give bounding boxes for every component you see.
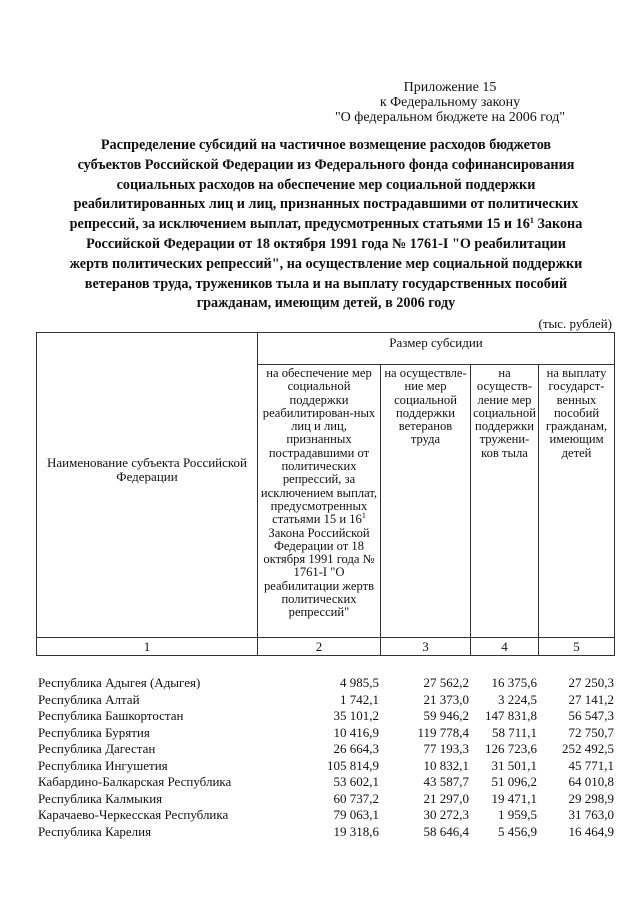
- value-home-front-workers: 58 711,1: [491, 724, 537, 740]
- region-name: Республика Алтай: [38, 691, 140, 707]
- value-child-benefits: 16 464,9: [568, 823, 614, 839]
- value-home-front-workers: 5 456,9: [498, 823, 537, 839]
- value-rehabilitated: 53 602,1: [333, 774, 379, 789]
- value-labor-veterans: 30 272,3: [423, 807, 469, 822]
- value-child-benefits: 31 763,0: [568, 807, 614, 822]
- title-line: жертв политических репрессий", на осуществление мер социальной поддержки: [69, 255, 583, 272]
- value-child-benefits: 64 010,8: [568, 774, 614, 789]
- value-home-front-workers: 16 375,6: [491, 675, 537, 690]
- appendix-law-ref: к Федеральному закону: [379, 95, 521, 110]
- value-rehabilitated: 26 664,3: [333, 741, 379, 756]
- units-label: (тыс. рублей): [538, 316, 612, 331]
- title-line: социальных расходов на обеспечение мер социальной поддержки: [116, 176, 536, 193]
- value-rehabilitated: 19 318,6: [333, 823, 379, 839]
- value-labor-veterans: 43 587,7: [423, 774, 469, 789]
- value-rehabilitated: 105 814,9: [327, 757, 379, 773]
- value-labor-veterans: 10 832,1: [423, 757, 469, 773]
- column-number: 4: [471, 638, 539, 656]
- value-labor-veterans: 21 297,0: [423, 790, 469, 806]
- region-name: Кабардино-Балкарская Республика: [38, 774, 232, 789]
- value-child-benefits: 56 547,3: [568, 708, 614, 723]
- value-labor-veterans: 58 646,4: [423, 823, 469, 839]
- value-labor-veterans: 59 946,2: [423, 708, 469, 723]
- value-child-benefits: 45 771,1: [568, 757, 614, 773]
- region-name: Республика Бурятия: [38, 724, 150, 740]
- region-name: Республика Адыгея (Адыгея): [38, 675, 201, 690]
- title-line: гражданам, имеющим детей, в 2006 году: [196, 295, 456, 312]
- value-labor-veterans: 77 193,3: [423, 741, 469, 756]
- title-line: [36, 215, 616, 235]
- header-region-name: Наименование субъекта Российской Федерации: [37, 333, 258, 638]
- value-home-front-workers: 19 471,1: [491, 790, 537, 806]
- table-row: [38, 708, 616, 725]
- column-number: 1: [37, 638, 258, 656]
- table-row: [38, 725, 616, 742]
- appendix-law-title: "О федеральном бюджете на 2006 год": [334, 110, 566, 125]
- region-name: Карачаево-Черкесская Республика: [38, 807, 229, 822]
- title-line: Распределение субсидий на частичное возмещение расходов бюджетов: [100, 137, 552, 153]
- title-line: реабилитированных лиц и лиц, признанных пострадавшими от политических: [73, 196, 579, 213]
- value-rehabilitated: 35 101,2: [333, 708, 379, 723]
- value-rehabilitated: 60 737,2: [333, 790, 379, 806]
- column-number: 2: [258, 638, 381, 656]
- superscript: 1: [529, 216, 534, 226]
- column-numbers-row: [37, 638, 615, 656]
- region-name: Республика Ингушетия: [38, 757, 168, 773]
- region-name: Республика Карелия: [38, 823, 152, 839]
- title-text: репрессий, за исключением выплат, предусмотренных статьями 15 и 16: [69, 216, 530, 233]
- header-subsidy-size: Размер субсидии: [258, 333, 615, 365]
- table-row: [38, 791, 616, 808]
- value-rehabilitated: 1 742,1: [340, 691, 379, 707]
- value-child-benefits: 27 250,3: [568, 675, 614, 690]
- value-child-benefits: 72 750,7: [568, 724, 614, 740]
- title-line: субъектов Российской Федерации из Федерального фонда софинансирования: [77, 156, 575, 173]
- table-row: [38, 824, 616, 841]
- value-child-benefits: 27 141,2: [568, 691, 614, 707]
- table-row: [38, 758, 616, 775]
- table-row: [38, 807, 616, 824]
- header-col-child-benefits: на выплату государст-венных пособий гражданам, имеющим детей: [539, 365, 615, 638]
- appendix-reference: [300, 80, 600, 125]
- value-home-front-workers: 31 501,1: [491, 757, 537, 773]
- header-text: на обеспечение мер социальной поддержки реабилитирован-ных лиц и лиц, признанных пострадавшими от политических репрессий, за исключением выплат, предусмотренных статьями 15 и 16: [260, 366, 378, 527]
- appendix-number: Приложение 15: [403, 80, 497, 95]
- value-labor-veterans: 119 778,4: [417, 724, 469, 740]
- header-col-labor-veterans: на осуществле-ние мер социальной поддержки ветеранов труда: [381, 365, 471, 638]
- value-labor-veterans: 27 562,2: [423, 675, 469, 690]
- value-home-front-workers: 1 959,5: [498, 807, 537, 822]
- table-header: [36, 332, 615, 656]
- table-row: [38, 774, 616, 791]
- value-labor-veterans: 21 373,0: [423, 691, 469, 707]
- header-col-home-front-workers: на осуществ-ление мер социальной поддержки тружени-ков тыла: [471, 365, 539, 638]
- table-row: [38, 675, 616, 692]
- document-title: [36, 136, 616, 314]
- column-number: 3: [381, 638, 471, 656]
- title-line: ветеранов труда, тружеников тыла и на выплату государственных пособий: [84, 275, 568, 292]
- value-rehabilitated: 4 985,5: [340, 675, 379, 690]
- region-name: Республика Калмыкия: [38, 790, 163, 806]
- superscript: 1: [361, 511, 366, 521]
- value-home-front-workers: 126 723,6: [485, 741, 537, 756]
- value-child-benefits: 252 492,5: [562, 741, 614, 756]
- region-name: Республика Башкортостан: [38, 708, 184, 723]
- value-home-front-workers: 51 096,2: [491, 774, 537, 789]
- title-text: Закона: [533, 216, 583, 233]
- value-rehabilitated: 10 416,9: [333, 724, 379, 740]
- value-home-front-workers: 3 224,5: [498, 691, 537, 707]
- region-name: Республика Дагестан: [38, 741, 156, 756]
- value-rehabilitated: 79 063,1: [333, 807, 379, 822]
- column-number: 5: [539, 638, 615, 656]
- header-text: Закона Российской Федерации от 18 октября 1991 года № 1761-I "О реабилитации жертв политических репрессий": [263, 525, 375, 620]
- header-col-rehabilitated: [258, 365, 381, 638]
- value-home-front-workers: 147 831,8: [485, 708, 537, 723]
- table-row: [38, 692, 616, 709]
- title-line: Российской Федерации от 18 октября 1991 года № 1761-I "О реабилитации: [86, 235, 566, 252]
- table-row: [38, 741, 616, 758]
- data-table: [38, 675, 616, 840]
- value-child-benefits: 29 298,9: [568, 790, 614, 806]
